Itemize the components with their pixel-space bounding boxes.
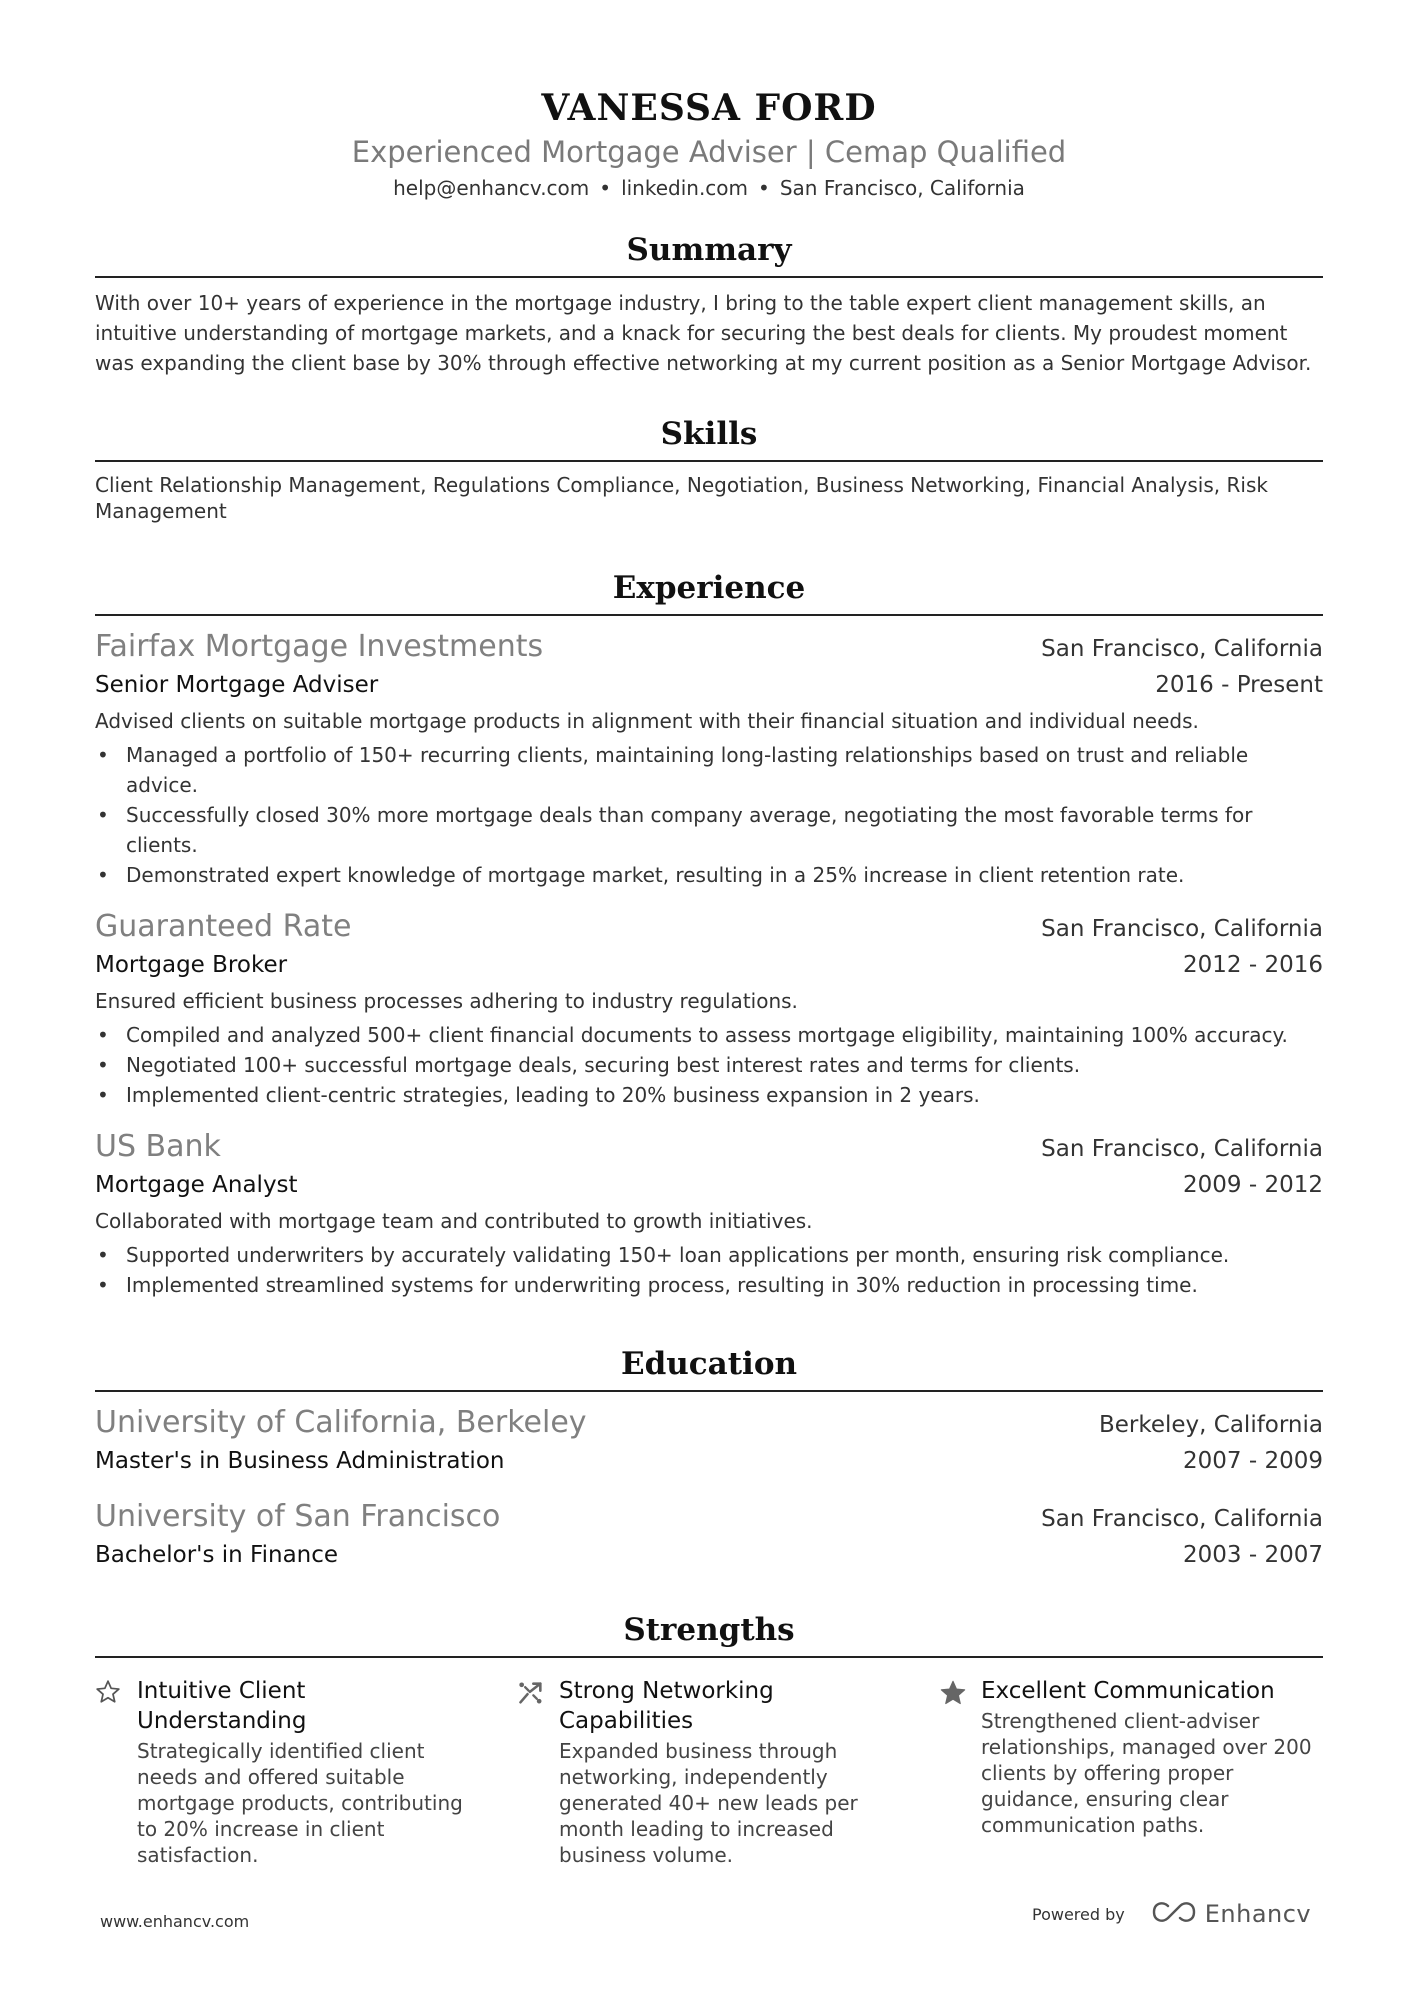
school-name: University of California, Berkeley [95, 1405, 587, 1440]
summary-section [95, 230, 1323, 378]
degree: Bachelor's in Finance [95, 1542, 339, 1568]
job-description: Collaborated with mortgage team and contributed to growth initiatives. [95, 1209, 813, 1233]
experience-entry [95, 1126, 1323, 1300]
job-dates: 2016 - Present [1155, 672, 1323, 698]
job-bullet: • Supported underwriters by accurately validating 150+ loan applications per month, ensuring risk compliance. [95, 1240, 1323, 1270]
strength-title: Strong Networking Capabilities [559, 1678, 774, 1734]
skills-text: Client Relationship Management, Regulations Compliance, Negotiation, Business Networking, Financial Analysis, Risk Management [95, 473, 1268, 523]
candidate-name: VANESSA FORD [541, 87, 877, 129]
job-bullet: • Demonstrated expert knowledge of mortgage market, resulting in a 25% increase in client retention rate. [95, 860, 1323, 890]
brand-name: Enhancv [1204, 1900, 1312, 1928]
job-location: San Francisco, California [1041, 1136, 1323, 1162]
summary-text: With over 10+ years of experience in the mortgage industry, I bring to the table expert client management skills, an intuitive understanding of mortgage markets, and a knack for securing the best deals for clients. My proudest moment was expanding the client base by 30% through effective networking at my current position as a Senior Mortgage Advisor. [95, 291, 1312, 375]
job-location: San Francisco, California [1041, 916, 1323, 942]
skills-title: Skills [95, 414, 1323, 462]
job-bullet: • Negotiated 100+ successful mortgage deals, securing best interest rates and terms for clients. [95, 1050, 1323, 1080]
contact-email[interactable]: help@enhancv.com [393, 176, 590, 200]
company-name: US Bank [95, 1129, 221, 1164]
contact-separator: • [599, 176, 612, 200]
job-title: Mortgage Broker [95, 952, 288, 978]
job-title: Senior Mortgage Adviser [95, 672, 379, 698]
strength-title: Excellent Communication [981, 1678, 1275, 1704]
job-description: Ensured efficient business processes adhering to industry regulations. [95, 989, 798, 1013]
strength-title: Intuitive Client Understanding [137, 1678, 307, 1734]
education-entry [95, 1402, 1323, 1478]
job-bullets [95, 1240, 1323, 1300]
strength-description: Strategically identified client needs and offered suitable mortgage products, contributing to 20% increase in client satisfaction. [137, 1739, 463, 1867]
job-bullet: • Implemented streamlined systems for underwriting process, resulting in 30% reduction in processing time. [95, 1270, 1323, 1300]
education-entry [95, 1496, 1323, 1572]
education-dates: 2007 - 2009 [1183, 1448, 1323, 1474]
network-icon [517, 1676, 559, 1868]
resume-page [95, 0, 1323, 1868]
experience-section [95, 568, 1323, 1300]
strength-description: Expanded business through networking, independently generated 40+ new leads per month leading to increased business volume. [559, 1739, 858, 1867]
education-section [95, 1344, 1323, 1572]
star-outline-icon [95, 1676, 137, 1868]
job-bullet: • Managed a portfolio of 150+ recurring clients, maintaining long-lasting relationships based on trust and reliable advice. [95, 740, 1323, 800]
job-bullets [95, 1020, 1323, 1110]
job-dates: 2012 - 2016 [1183, 952, 1323, 978]
strengths-section [95, 1610, 1323, 1868]
contact-location: San Francisco, California [779, 176, 1025, 200]
school-location: San Francisco, California [1041, 1506, 1323, 1532]
experience-entry [95, 626, 1323, 890]
job-location: San Francisco, California [1041, 636, 1323, 662]
job-title: Mortgage Analyst [95, 1172, 298, 1198]
footer-branding [1032, 1900, 1311, 1928]
strengths-title: Strengths [95, 1610, 1323, 1658]
candidate-headline: Experienced Mortgage Adviser | Cemap Qualified [351, 135, 1067, 169]
strength-item [95, 1676, 475, 1868]
strength-description: Strengthened client-adviser relationships, managed over 200 clients by offering proper guidance, ensuring clear communication paths. [981, 1709, 1312, 1837]
enhancv-logo-icon [1151, 1900, 1197, 1928]
summary-title: Summary [95, 230, 1323, 278]
school-name: University of San Francisco [95, 1499, 501, 1534]
contact-linkedin[interactable]: linkedin.com [621, 176, 749, 200]
job-bullet: • Successfully closed 30% more mortgage deals than company average, negotiating the most favorable terms for clients. [95, 800, 1323, 860]
resume-header [95, 0, 1323, 202]
contact-line [95, 174, 1323, 202]
star-filled-icon [939, 1676, 981, 1868]
powered-by-label: Powered by [1032, 1904, 1125, 1924]
job-bullet: • Compiled and analyzed 500+ client financial documents to assess mortgage eligibility, maintaining 100% accuracy. [95, 1020, 1323, 1050]
skills-section [95, 414, 1323, 524]
job-bullet: • Implemented client-centric strategies, leading to 20% business expansion in 2 years. [95, 1080, 1323, 1110]
strengths-grid [95, 1676, 1323, 1868]
company-name: Guaranteed Rate [95, 909, 352, 944]
job-dates: 2009 - 2012 [1183, 1172, 1323, 1198]
company-name: Fairfax Mortgage Investments [95, 629, 544, 664]
job-description: Advised clients on suitable mortgage products in alignment with their financial situation and individual needs. [95, 709, 1199, 733]
strength-item [939, 1676, 1319, 1868]
job-bullets [95, 740, 1323, 890]
strength-item [517, 1676, 897, 1868]
contact-separator: • [758, 176, 770, 200]
experience-title: Experience [95, 568, 1323, 616]
education-title: Education [95, 1344, 1323, 1392]
experience-entry [95, 906, 1323, 1110]
school-location: Berkeley, California [1098, 1412, 1323, 1438]
footer-website[interactable]: www.enhancv.com [100, 1912, 250, 1931]
education-dates: 2003 - 2007 [1183, 1542, 1323, 1568]
degree: Master's in Business Administration [95, 1448, 505, 1474]
